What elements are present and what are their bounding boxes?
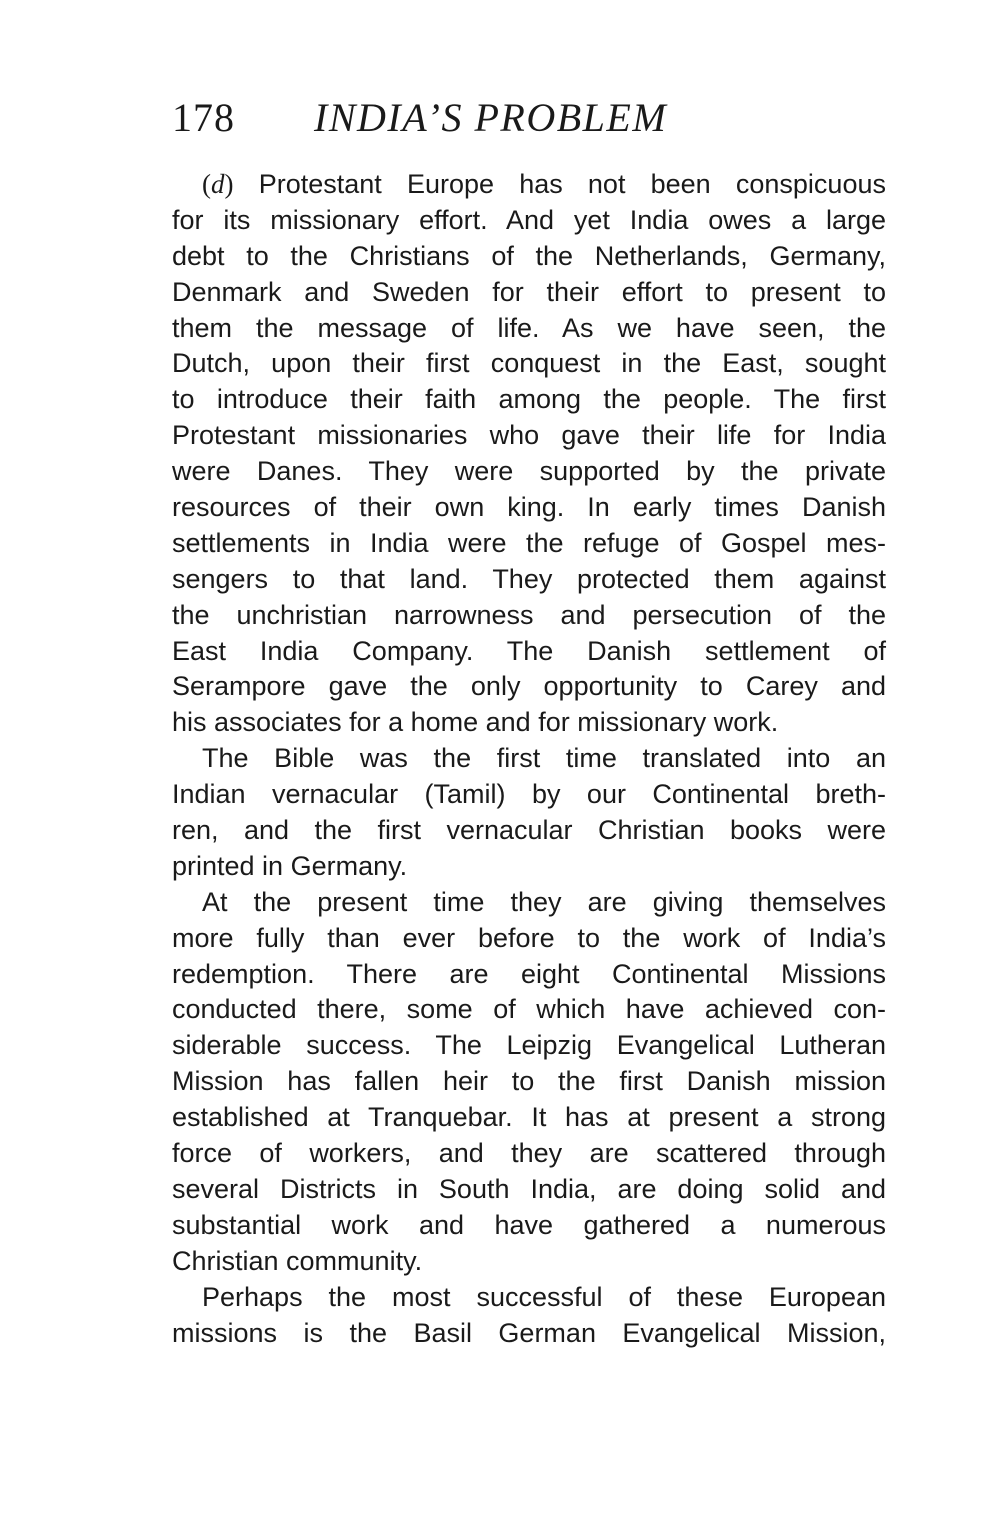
running-title: INDIA’S PROBLEM <box>314 95 668 140</box>
marker-close-paren: ) <box>224 169 234 199</box>
text-line: force of workers, and they are scattered through <box>172 1138 886 1169</box>
text-line: Indian vernacular (Tamil) by our Continental breth- <box>172 779 886 810</box>
body-text <box>172 167 886 1351</box>
running-head <box>172 88 892 148</box>
text-line: the unchristian narrowness and persecution of the <box>172 599 886 630</box>
text-line: to introduce their faith among the people. The first <box>172 384 886 415</box>
text-line: debt to the Christians of the Netherlands, Germany, <box>172 240 886 271</box>
text-line: siderable success. The Leipzig Evangelical Lutheran <box>172 1030 886 1061</box>
text-line: Denmark and Sweden for their effort to present to <box>172 276 886 307</box>
text-line: several Districts in South India, are doing solid and <box>172 1173 886 1204</box>
text-line: missions is the Basil German Evangelical Mission, <box>172 1317 886 1348</box>
text-line: sengers to that land. They protected them against <box>172 563 886 594</box>
text-line: them the message of life. As we have seen, the <box>172 312 886 343</box>
line-text: Protestant Europe has not been conspicuous <box>258 169 886 199</box>
text-line: Dutch, upon their first conquest in the East, sought <box>172 348 886 379</box>
text-line: were Danes. They were supported by the private <box>172 456 886 487</box>
text-line: The Bible was the first time translated into an <box>202 743 886 774</box>
text-line: At the present time they are giving themselves <box>202 886 886 917</box>
text-line: Perhaps the most successful of these European <box>202 1281 886 1312</box>
text-line: his associates for a home and for missionary work. <box>172 707 779 738</box>
text-line: Christian community. <box>172 1245 423 1276</box>
text-line: conducted there, some of which have achieved con- <box>172 994 886 1025</box>
text-line: Mission has fallen heir to the first Danish mission <box>172 1066 886 1097</box>
text-line: more fully than ever before to the work of India’s <box>172 922 886 953</box>
text-line: established at Tranquebar. It has at present a strong <box>172 1102 886 1133</box>
text-line: Protestant missionaries who gave their life for India <box>172 420 886 451</box>
text-line: for its missionary effort. And yet India owes a large <box>172 204 886 235</box>
text-line: East India Company. The Danish settlement of <box>172 635 886 666</box>
text-line: substantial work and have gathered a numerous <box>172 1209 886 1240</box>
text-line <box>172 167 886 203</box>
text-line: redemption. There are eight Continental Missions <box>172 958 886 989</box>
list-marker <box>202 169 234 199</box>
text-line: printed in Germany. <box>172 850 408 881</box>
text-line: resources of their own king. In early times Danish <box>172 492 886 523</box>
marker-letter: d <box>211 169 225 199</box>
text-line: Serampore gave the only opportunity to Carey and <box>172 671 886 702</box>
text-line: settlements in India were the refuge of Gospel mes- <box>172 527 886 558</box>
page-number: 178 <box>172 95 235 140</box>
text-line: ren, and the first vernacular Christian books were <box>172 815 886 846</box>
marker-open-paren: ( <box>202 169 211 199</box>
